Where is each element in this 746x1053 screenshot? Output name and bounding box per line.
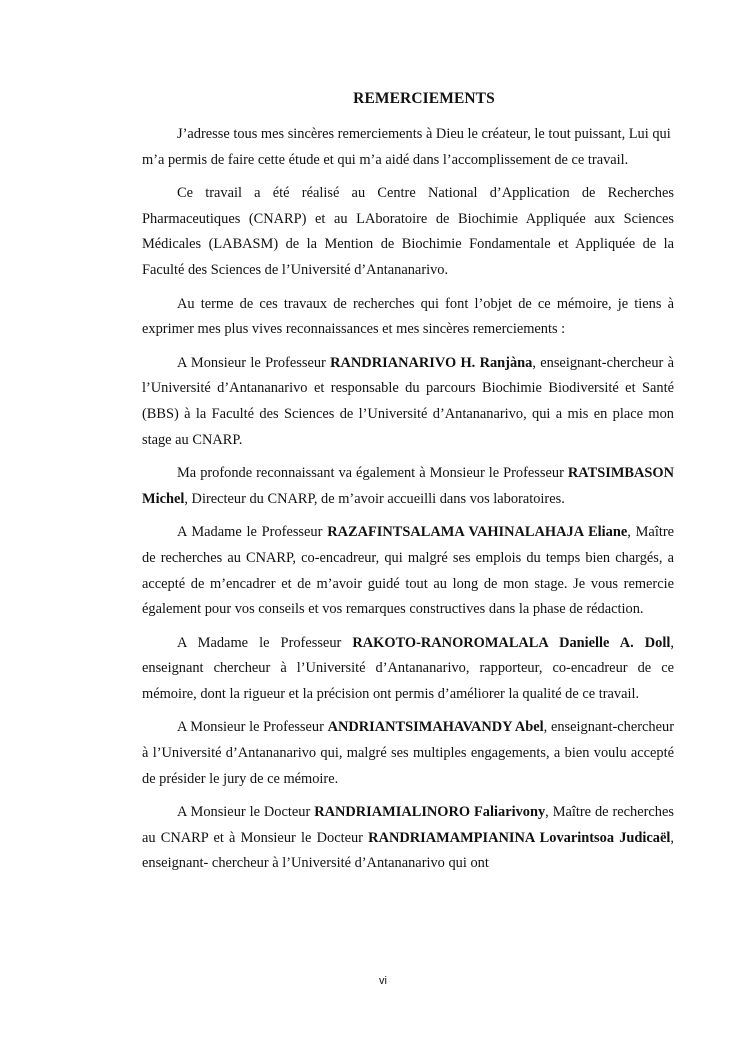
paragraph xyxy=(142,181,674,283)
text-segment: Au terme de ces travaux de recherches qui font l’objet de ce mémoire, je tiens à exprimer mes plus vives reconnaissances et mes sincères remerciements : xyxy=(142,295,674,338)
text-segment: , enseignant-chercheur à l’Université d’Antananarivo qui, malgré ses multiples engagements, a bien voulu accepté de présider le jury de ce mémoire. xyxy=(142,719,674,787)
text-segment: , Directeur du CNARP, de m’avoir accueilli dans vos laboratoires. xyxy=(184,490,565,507)
page-title: REMERCIEMENTS xyxy=(353,90,495,107)
text-segment: A Monsieur le Professeur xyxy=(177,719,328,736)
text-segment: , enseignant chercheur à l’Université d’Antananarivo, rapporteur, co-encadreur de ce mémoire, dont la rigueur et la précision ont permis d’améliorer la qualité de ce travail. xyxy=(142,634,674,702)
bold-name: RAZAFINTSALAMA VAHINALAHAJA Eliane xyxy=(327,524,628,541)
document-page xyxy=(142,80,674,885)
bold-name: ANDRIANTSIMAHAVANDY Abel xyxy=(327,719,544,736)
text-segment: A Madame le Professeur xyxy=(177,524,328,541)
paragraph xyxy=(142,292,674,343)
body-text xyxy=(142,122,674,877)
paragraph xyxy=(142,351,674,453)
paragraph xyxy=(142,800,674,877)
text-segment: , enseignant- chercheur à l’Université d’Antananarivo qui ont xyxy=(142,829,675,872)
bold-name: RAKOTO-RANOROMALALA Danielle A. Doll xyxy=(352,634,671,651)
bold-name: RANDRIAMIALINORO Faliarivony xyxy=(314,804,546,821)
page-number: vi xyxy=(379,975,387,987)
text-segment: A Monsieur le Docteur xyxy=(177,804,315,821)
bold-name: RANDRIAMAMPIANINA Lovarintsoa Judicaël xyxy=(368,829,671,846)
text-segment: Ce travail a été réalisé au Centre National d’Application de Recherches Pharmaceutiques (CNARP) et au LAboratoire de Biochimie Appliquée aux Sciences Médicales (LABASM) de la Mention de Biochimie Fondamentale et Appliquée de la Faculté des Sciences de l’Université d’Antananarivo. xyxy=(142,185,674,278)
text-segment: J’adresse tous mes sincères remerciements à Dieu le créateur, le tout puissant, Lui qui m’a permis de faire cette étude et qui m’a aidé dans l’accomplissement de ce travail. xyxy=(142,126,671,168)
text-segment: , Maître de recherches au CNARP et à Monsieur le Docteur xyxy=(142,804,674,846)
text-segment: , Maître de recherches au CNARP, co-encadreur, qui malgré ses emplois du temps bien chargés, a accepté de m’encadrer et de m’avoir guidé tout au long de mon stage. Je vous remercie également pour vos conseils et vos remarques constructives dans la phase de rédaction. xyxy=(142,524,674,618)
text-segment: A Monsieur le Professeur xyxy=(177,354,331,371)
paragraph xyxy=(142,715,674,792)
text-segment: A Madame le Professeur xyxy=(177,634,353,651)
text-segment: Ma profonde reconnaissant va également à Monsieur le Professeur xyxy=(177,465,568,482)
paragraph xyxy=(142,631,674,708)
bold-name: RATSIMBASON Michel xyxy=(142,465,674,507)
bold-name: RANDRIANARIVO H. Ranjàna xyxy=(330,354,533,371)
text-segment: , enseignant-chercheur à l’Université d’Antananarivo et responsable du parcours Biochimie Biodiversité et Santé (BBS) à la Faculté des Sciences de l’Université d’Antananarivo, qui a mis en place mon stage au CNARP. xyxy=(142,354,674,448)
paragraph xyxy=(142,520,674,622)
paragraph xyxy=(142,461,674,512)
paragraph xyxy=(142,122,674,173)
